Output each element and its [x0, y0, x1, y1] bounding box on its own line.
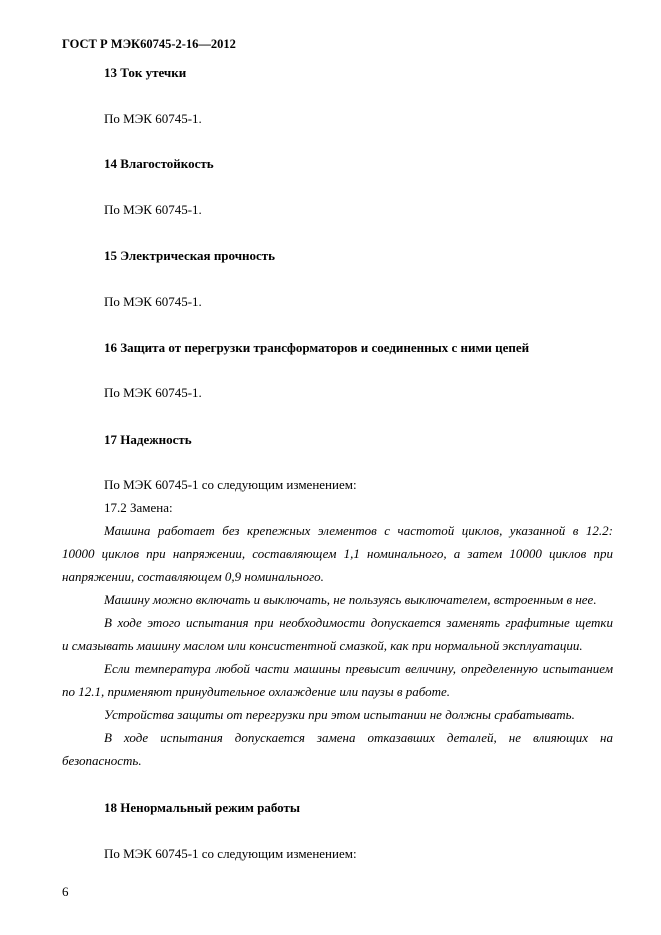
- para-6-line-1: В ходе испытания допускается замена отказавших деталей, не влияющих на: [104, 730, 613, 745]
- section-13-text: По МЭК 60745-1.: [104, 111, 202, 126]
- section-17-intro: По МЭК 60745-1 со следующим изменением:: [104, 477, 357, 492]
- para-3-line-2: и смазывать машину маслом или консистентной смазкой, как при нормальной эксплуатации.: [62, 638, 583, 653]
- section-17-title: 17 Надежность: [104, 432, 192, 447]
- section-18-title: 18 Ненормальный режим работы: [104, 800, 301, 815]
- section-14-text: По МЭК 60745-1.: [104, 202, 202, 217]
- para-5: Устройства защиты от перегрузки при этом испытании не должны срабатывать.: [104, 707, 575, 722]
- para-4-line-2: по 12.1, применяют принудительное охлаждение или паузы в работе.: [62, 684, 451, 699]
- section-18-text: По МЭК 60745-1 со следующим изменением:: [104, 846, 357, 861]
- para-1-line-2: 10000 циклов при напряжении, составляющем 1,1 номинального, а затем 10000 циклов при: [62, 546, 613, 561]
- section-14-title: 14 Влагостойкость: [104, 156, 214, 171]
- section-13-title: 13 Ток утечки: [104, 65, 187, 80]
- para-6-line-2: безопасность.: [62, 753, 142, 768]
- section-17-subclause: 17.2 Замена:: [104, 500, 173, 515]
- para-3-line-1: В ходе этого испытания при необходимости допускается заменять графитные щетки: [104, 615, 613, 630]
- para-1-line-1: Машина работает без крепежных элементов с частотой циклов, указанной в 12.2:: [104, 523, 613, 538]
- para-4-line-1: Если температура любой части машины превысит величину, определенную испытанием: [104, 661, 613, 676]
- document-header: ГОСТ Р МЭК60745-2-16—2012: [62, 37, 236, 51]
- para-1-line-3: напряжении, составляющем 0,9 номинального.: [62, 569, 324, 584]
- para-2: Машину можно включать и выключать, не пользуясь выключателем, встроенным в нее.: [104, 592, 597, 607]
- section-15-text: По МЭК 60745-1.: [104, 294, 202, 309]
- section-16-text: По МЭК 60745-1.: [104, 385, 202, 400]
- page-number: 6: [62, 884, 69, 899]
- section-15-title: 15 Электрическая прочность: [104, 248, 276, 263]
- section-16-title: 16 Защита от перегрузки трансформаторов и соединенных с ними цепей: [104, 340, 530, 355]
